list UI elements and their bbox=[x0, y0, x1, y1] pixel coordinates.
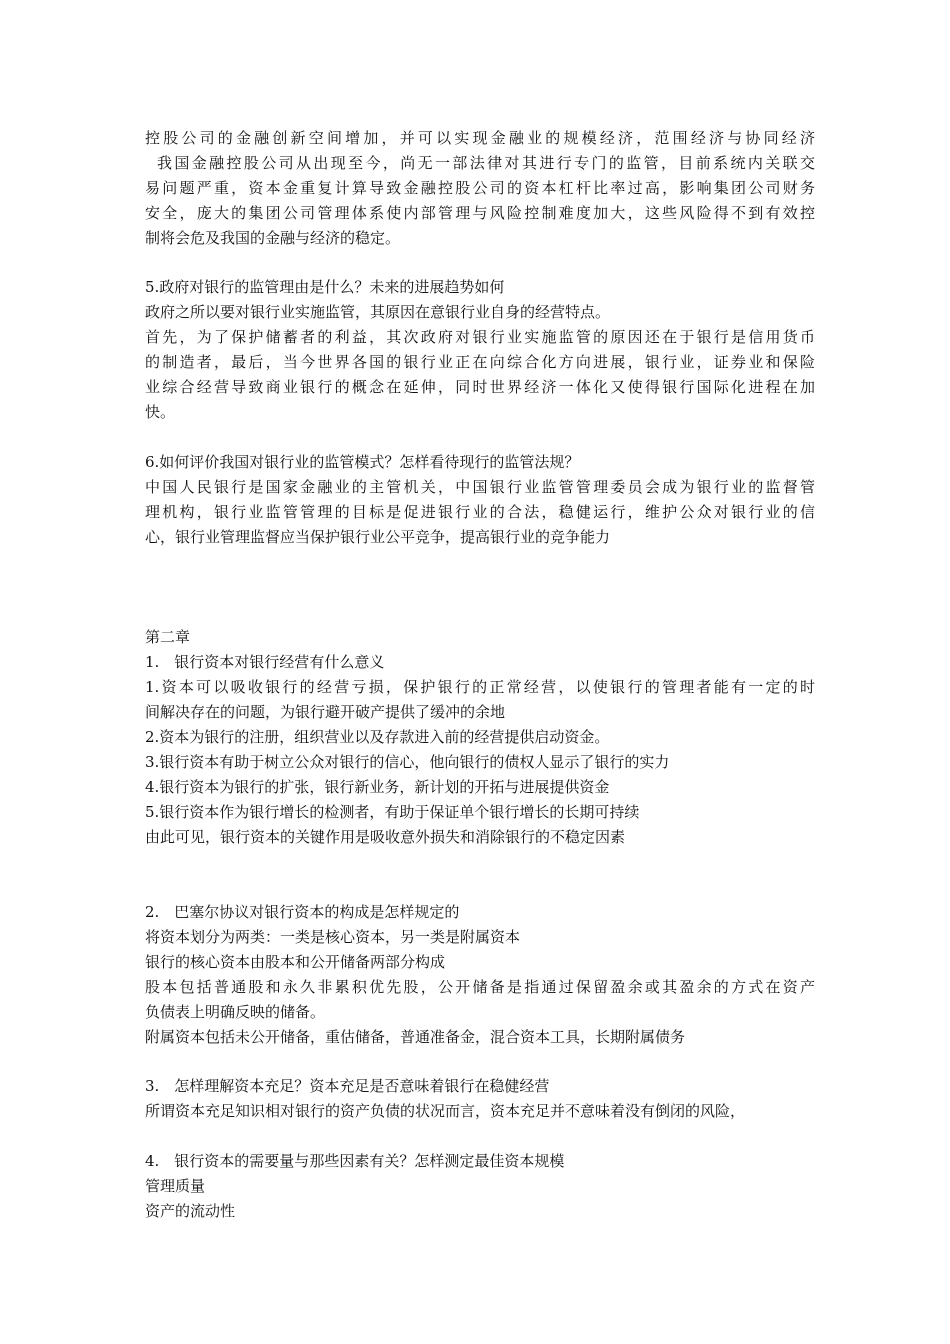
text-line: 中国人民银行是国家金融业的主管机关，中国银行业监管管理委员会成为银行业的监督管 bbox=[145, 478, 815, 496]
question-heading: 1. 银行资本对银行经营有什么意义 bbox=[145, 653, 385, 671]
text-line: 制将会危及我国的金融与经济的稳定。 bbox=[145, 229, 401, 247]
question-heading: 3. 怎样理解资本充足？资本充足是否意味着银行在稳健经营 bbox=[145, 1077, 550, 1095]
text-line: 所谓资本充足知识相对银行的资产负债的状况而言，资本充足并不意味着没有倒闭的风险， bbox=[145, 1102, 746, 1120]
question-heading: 4. 银行资本的需要量与那些因素有关？怎样测定最佳资本规模 bbox=[145, 1152, 565, 1170]
list-item: 3.银行资本有助于树立公众对银行的信心，他向银行的债权人显示了银行的实力 bbox=[145, 753, 670, 771]
text-line: 股本包括普通股和永久非累积优先股，公开储备是指通过保留盈余或其盈余的方式在资产 bbox=[145, 978, 815, 996]
text-line: 间解决存在的问题，为银行避开破产提供了缓冲的余地 bbox=[145, 703, 506, 721]
list-item: 4.银行资本为银行的扩张，银行新业务，新计划的开拓与进展提供资金 bbox=[145, 778, 610, 796]
text-line: 快。 bbox=[145, 403, 176, 421]
chapter-title: 第二章 bbox=[145, 628, 191, 646]
list-item: 5.银行资本作为银行增长的检测者，有助于保证单个银行增长的长期可持续 bbox=[145, 803, 640, 821]
text-line: 负债表上明确反映的储备。 bbox=[145, 1003, 326, 1021]
text-line: 理机构，银行业监管管理的目标是促进银行业的合法，稳健运行，维护公众对银行业的信 bbox=[145, 503, 815, 521]
text-line: 由此可见，银行资本的关键作用是吸收意外损失和消除银行的不稳定因素 bbox=[145, 828, 626, 846]
text-line: 的制造者，最后，当今世界各国的银行业正在向综合化方向进展，银行业，证券业和保险 bbox=[145, 353, 815, 371]
text-line: 银行的核心资本由股本和公开储备两部分构成 bbox=[145, 953, 446, 971]
text-line: 首先，为了保护储蓄者的利益，其次政府对银行业实施监管的原因还在于银行是信用货币 bbox=[145, 328, 815, 346]
list-item: 1.资本可以吸收银行的经营亏损，保护银行的正常经营，以使银行的管理者能有一定的时 bbox=[145, 678, 815, 696]
text-line: 安全，庞大的集团公司管理体系使内部管理与风险控制难度加大，这些风险得不到有效控 bbox=[145, 204, 815, 222]
text-line: 控股公司的金融创新空间增加，并可以实现金融业的规模经济，范围经济与协同经济 bbox=[145, 129, 815, 147]
text-line: 业综合经营导致商业银行的概念在延伸，同时世界经济一体化又使得银行国际化进程在加 bbox=[145, 378, 815, 396]
text-line: 政府之所以要对银行业实施监管，其原因在意银行业自身的经营特点。 bbox=[145, 303, 611, 321]
question-heading: 5.政府对银行的监管理由是什么？未来的进展趋势如何 bbox=[145, 278, 505, 296]
text-line: 易问题严重，资本金重复计算导致金融控股公司的资本杠杆比率过高，影响集团公司财务 bbox=[145, 179, 815, 197]
text-line: 管理质量 bbox=[145, 1177, 206, 1195]
list-item: 2.资本为银行的注册，组织营业以及存款进入前的经营提供启动资金。 bbox=[145, 728, 610, 746]
paragraph-start: 我国金融控股公司从出现至今，尚无一部法律对其进行专门的监管，目前系统内关联交 bbox=[157, 154, 815, 172]
question-heading: 6.如何评价我国对银行业的监管模式？怎样看待现行的监管法规？ bbox=[145, 453, 580, 471]
text-line: 将资本划分为两类：一类是核心资本，另一类是附属资本 bbox=[145, 928, 521, 946]
text-line: 资产的流动性 bbox=[145, 1202, 236, 1220]
question-heading: 2. 巴塞尔协议对银行资本的构成是怎样规定的 bbox=[145, 903, 460, 921]
text-line: 附属资本包括未公开储备，重估储备，普通准备金，混合资本工具，长期附属债务 bbox=[145, 1028, 686, 1046]
text-line: 心，银行业管理监督应当保护银行业公平竞争，提高银行业的竞争能力 bbox=[145, 528, 611, 546]
